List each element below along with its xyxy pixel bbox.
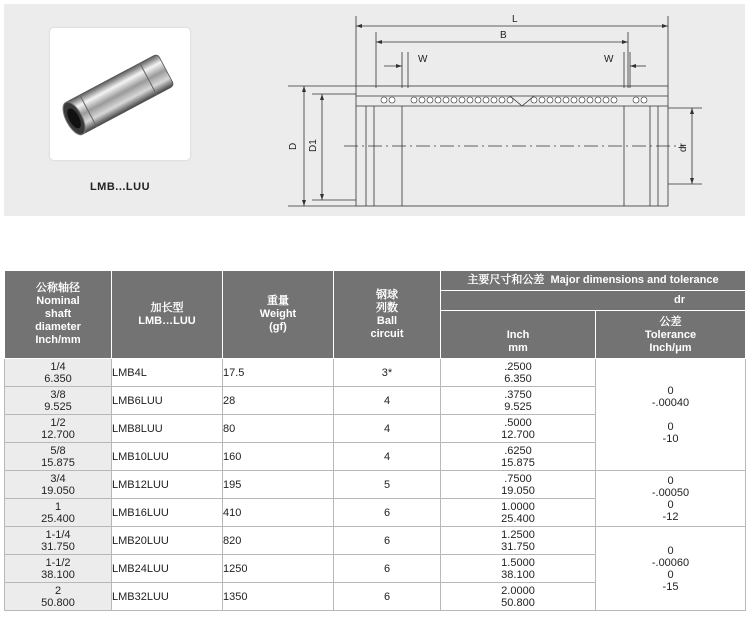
cell-dr [441,555,596,583]
shaft-mm: 15.875 [41,456,75,469]
cell-dr [441,583,596,611]
tolerance-line: -10 [662,432,679,445]
header-model [112,271,223,359]
shaft-mm: 50.800 [41,596,75,609]
cell-dr [441,387,596,415]
cell-weight: 28 [223,387,334,415]
tolerance-line: -.00040 [651,396,690,409]
cell-tolerance-group-1 [596,359,746,471]
cell-tolerance-group-2 [596,471,746,527]
shaft-mm: 12.700 [41,428,75,441]
cell-model: LMB24LUU [112,555,223,583]
tolerance-line: 0 [667,474,674,487]
header-circuit-en-1: Ball [376,314,398,327]
drawing-labels [284,8,744,220]
header-nominal-cn: 公称轴径 [36,282,80,294]
cell-dr [441,359,596,387]
shaft-inch: 1/2 [50,416,66,429]
shaft-inch: 1-1/2 [45,556,71,569]
dr-inch: .7500 [504,472,532,485]
header-nominal-en-4: Inch/mm [35,334,81,346]
shaft-mm: 9.525 [44,400,72,413]
tolerance-line: 0 [667,384,674,397]
table-row [5,471,746,499]
cell-circuit: 6 [334,583,441,611]
cell-model: LMB6LUU [112,387,223,415]
label-D1: D1 [308,139,319,152]
dr-mm: 19.050 [501,484,535,497]
dr-mm: 12.700 [501,428,535,441]
header-major-en: Major dimensions and tolerance [550,274,719,286]
label-D: D [288,142,299,150]
header-major-dimensions [441,271,746,291]
header-circuit-en-2: circuit [370,327,404,340]
shaft-mm: 19.050 [41,484,75,497]
cell-circuit: 6 [334,555,441,583]
header-mm: mm [508,342,528,354]
shaft-inch: 5/8 [50,444,66,457]
cell-dr [441,415,596,443]
dr-mm: 9.525 [504,400,532,413]
label-W-left: W [418,54,428,65]
cell-circuit: 4 [334,387,441,415]
tolerance-line: -.00060 [651,556,690,569]
cell-weight: 17.5 [223,359,334,387]
header-model-cn: 加长型 [150,301,184,314]
header-tolerance-en-2: Inch/μm [649,342,692,354]
tolerance-line: 0 [667,420,674,433]
cell-shaft [5,499,112,527]
dr-inch: 1.0000 [501,500,535,513]
header-tolerance [596,311,746,359]
header-tolerance-cn: 公差 [659,316,682,328]
cell-shaft [5,387,112,415]
tolerance-spacer [596,409,745,421]
shaft-mm: 6.350 [44,372,72,385]
cell-tolerance-group-3 [596,527,746,611]
header-circuit-cn-1: 钢球 [376,288,398,301]
table-row [5,527,746,555]
cell-shaft [5,443,112,471]
cell-shaft [5,527,112,555]
header-weight-en-2: (gf) [269,321,287,333]
dr-mm: 38.100 [501,568,535,581]
tolerance-line: -15 [662,580,679,593]
header-dr: dr [441,291,746,311]
cell-weight: 820 [223,527,334,555]
dr-mm: 25.400 [501,512,535,525]
top-figure-panel [4,4,745,216]
cell-circuit: 4 [334,415,441,443]
cell-weight: 1350 [223,583,334,611]
cell-shaft [5,583,112,611]
cell-weight: 80 [223,415,334,443]
product-caption: LMB...LUU [89,181,151,193]
dr-inch: .5000 [504,416,532,429]
tolerance-line: 0 [667,544,674,557]
shaft-mm: 25.400 [41,512,75,525]
header-nominal-en-2: shaft [44,308,72,320]
cell-model: LMB4L [112,359,223,387]
cell-weight: 160 [223,443,334,471]
cell-circuit: 6 [334,527,441,555]
cell-circuit: 6 [334,499,441,527]
header-ball-circuit [334,271,441,359]
dr-inch: .6250 [504,444,532,457]
header-weight-cn: 重量 [267,295,289,307]
cell-dr [441,527,596,555]
table-row [5,359,746,387]
cell-model: LMB20LUU [112,527,223,555]
dr-mm: 6.350 [504,372,532,385]
cell-model: LMB10LUU [112,443,223,471]
header-inch: Inch [506,329,530,341]
specification-table [4,270,746,611]
tolerance-line: -.00050 [651,486,690,499]
cell-weight: 410 [223,499,334,527]
cell-shaft [5,359,112,387]
label-L: L [512,14,518,25]
dr-mm: 31.750 [501,540,535,553]
cell-model: LMB32LUU [112,583,223,611]
tolerance-line: -12 [662,510,679,523]
shaft-inch: 1 [54,500,62,513]
dr-inch: 1.5000 [501,556,535,569]
bearing-photo-image [50,28,190,160]
bearing-photo [50,28,190,160]
cell-shaft [5,471,112,499]
cell-circuit: 3* [334,359,441,387]
shaft-inch: 3/8 [50,388,66,401]
cell-circuit: 4 [334,443,441,471]
header-nominal-en-1: Nominal [36,295,80,307]
header-nominal-shaft [5,271,112,359]
dr-inch: .2500 [504,360,532,373]
dr-mm: 15.875 [501,456,535,469]
tolerance-line: 0 [667,498,674,511]
dr-mm: 50.800 [501,596,535,609]
cell-model: LMB8LUU [112,415,223,443]
shaft-inch: 3/4 [50,472,66,485]
cell-dr [441,471,596,499]
header-circuit-cn-2: 列数 [376,301,398,314]
shaft-inch: 2 [54,584,62,597]
header-major-cn: 主要尺寸和公差 [467,274,545,286]
header-inch-mm [441,311,596,359]
cell-model: LMB16LUU [112,499,223,527]
cell-model: LMB12LUU [112,471,223,499]
cell-dr [441,443,596,471]
label-W-right: W [604,54,614,65]
label-dr: dr [678,143,689,152]
label-B: B [500,30,507,41]
cell-dr [441,499,596,527]
dr-inch: .3750 [504,388,532,401]
header-model-en: LMB…LUU [138,314,196,327]
cell-shaft [5,555,112,583]
header-weight-en-1: Weight [259,308,297,320]
tolerance-line: 0 [667,568,674,581]
dr-inch: 1.2500 [501,528,535,541]
shaft-inch: 1/4 [50,360,66,373]
cell-weight: 1250 [223,555,334,583]
shaft-inch: 1-1/4 [45,528,71,541]
cell-shaft [5,415,112,443]
cell-weight: 195 [223,471,334,499]
cell-circuit: 5 [334,471,441,499]
header-tolerance-en-1: Tolerance [644,329,697,341]
header-weight [223,271,334,359]
dr-inch: 2.0000 [501,584,535,597]
shaft-mm: 38.100 [41,568,75,581]
technical-drawing [284,8,744,220]
header-nominal-en-3: diameter [35,321,81,333]
shaft-mm: 31.750 [41,540,75,553]
